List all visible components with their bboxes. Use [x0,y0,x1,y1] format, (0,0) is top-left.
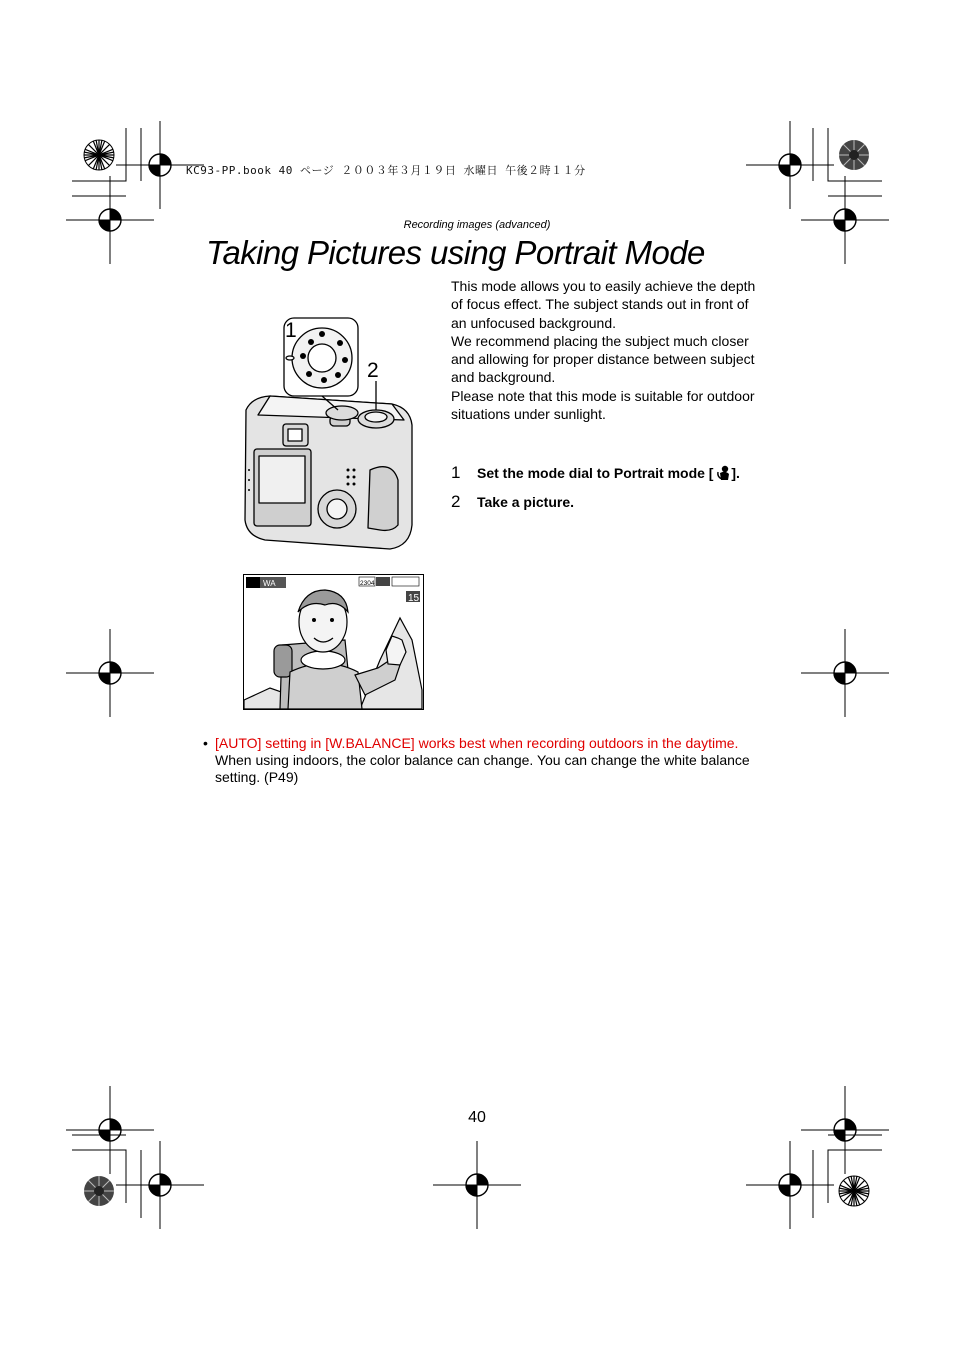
portrait-mode-icon [717,465,731,481]
section-label: Recording images (advanced) [403,219,551,231]
lcd-shots-remaining: 15 [408,593,420,604]
figure-callout-2: 2 [367,359,379,382]
step-number: 2 [451,492,461,511]
lcd-mode-tag: WA [263,579,276,588]
step-text-end: ]. [731,465,740,481]
step-text: Set the mode dial to Portrait mode [ [477,465,714,481]
note [203,735,763,786]
print-header: KC93-PP.book 40 ページ ２００３年３月１９日 水曜日 午後２時１１分 [186,164,586,177]
intro-paragraph: We recommend placing the subject much closer and allowing for proper distance between subject and background. [451,332,755,386]
page-number: 40 [468,1109,486,1126]
step-2 [451,492,574,512]
intro-paragraph: This mode allows you to easily achieve the depth of focus effect. The subject stands out in front of an unfocused background. [451,278,756,331]
intro-text [451,277,756,423]
step-number: 1 [451,463,461,482]
intro-paragraph: Please note that this mode is suitable for outdoor situations under sunlight. [451,387,755,423]
step-text: Take a picture. [477,494,575,510]
page-title: Taking Pictures using Portrait Mode [206,234,705,271]
figure-callout-1: 1 [285,319,297,342]
note-body: When using indoors, the color balance can change. You can change the white balance setting. (P49) [215,752,750,785]
lcd-resolution: 2304 [360,580,375,587]
note-text [215,735,763,786]
step-1 [451,463,740,483]
bullet: • [203,735,208,751]
note-highlight: [AUTO] setting in [W.BALANCE] works best when recording outdoors in the daytime. [215,735,739,751]
